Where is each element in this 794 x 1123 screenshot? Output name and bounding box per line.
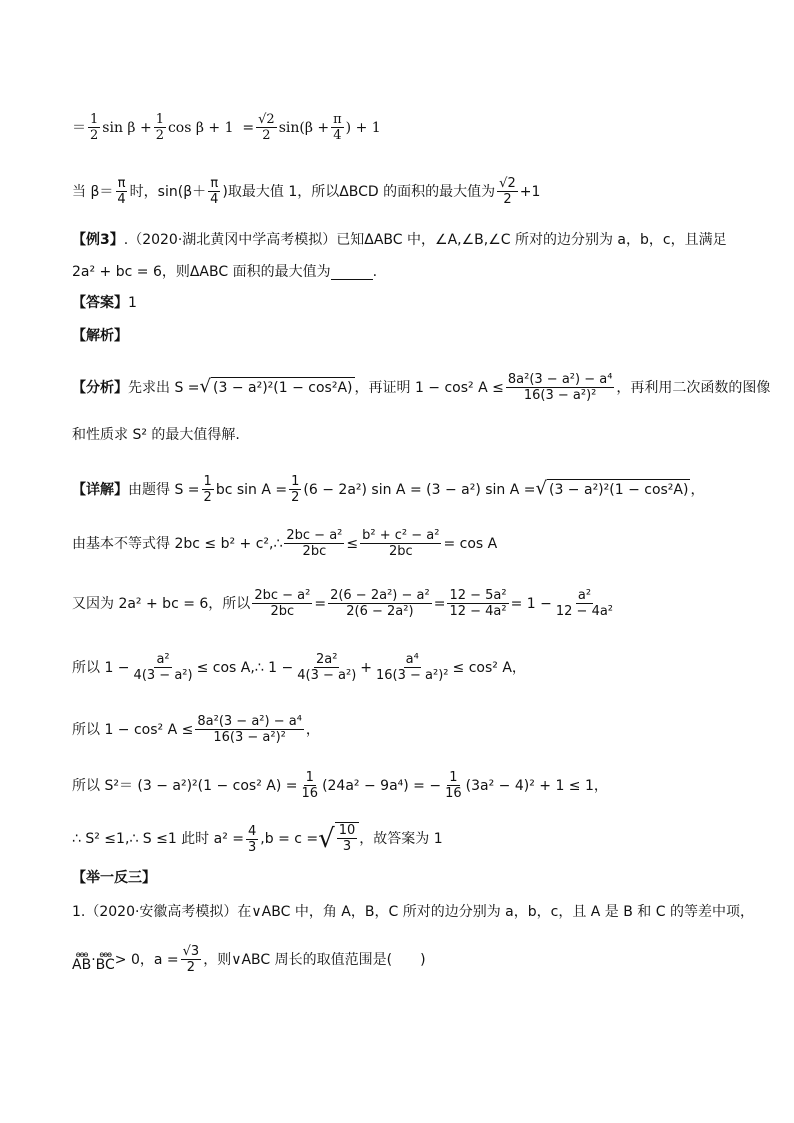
practice-heading: 【举一反三】 [72,870,156,886]
sqrt-expression-xj: √ (3 − a²)²(1 − cos²A) [535,478,689,499]
fraction-so3-1: $\frac{1}{16}$ [301,770,319,801]
fraction-ineq-2: $\frac{\text{b² + c² − a²}}{2bc}$ [362,528,440,559]
vector-bc: ɵɵɵ BC [95,949,115,973]
again-line: 又因为 2a² + bc = 6，所以 $\frac{\text{2bc − a²}}{2bc}$ = $\frac{\text{2(6 − 2a²) − a²}}{\text{2(6 − 2a²)}}$ = $\frac{\text{12 − 5a²}}{\text{12 − 4a²}}$ = 1 − $\frac{\text{a²}}{\text{12 − 4a²}}$ [72,588,614,619]
fraction-half-xj-2: $\frac{1}{2}$ [291,474,300,505]
fraction-again-3: $\frac{\text{12 − 5a²}}{\text{12 − 4a²}}$ [449,588,507,619]
so-line-3: 所以 S²＝ (3 − a²)²(1 − cos² A) = $\frac{1}{16}$ (24a² − 9a⁴) = − $\frac{1}{16}$ (3a² − 4)² + 1 ≤ 1， [72,770,608,801]
so-line-1: 所以 1 − $\frac{\text{a²}}{\text{4(3 − a²)}}$ ≤ cos A,∴ 1 − $\frac{\text{2a²}}{\text{4(3 − a²)}}$ + $\frac{\text{a⁴}}{\text{16(3 − a²)²}}$ ≤ cos² A， [72,652,526,683]
max-value-line: 当 β＝ $\frac{\pi}{4}$ 时，sin(β＋ $\frac{\pi}{4}$ )取最大值 1，所以ΔBCD 的面积的最大值为 $\frac{√2}{2}$ +1 [72,176,541,207]
sqrt-expression: √ (3 − a²)²(1 − cos²A) [199,376,353,397]
equation-line-1: ＝ $\frac{1}{2}$ sin β + $\frac{1}{2}$ cos β + 1 = $\frac{√2}{2}$ sin(β + $\frac{\pi}{4}$ ) + 1 [72,112,381,143]
fraction-pi-over-4-c: $\frac{\pi}{4}$ [210,176,219,207]
so-line-2: 所以 1 − cos² A ≤ $\frac{\text{8a²(3 − a²) − a⁴}}{\text{16(3 − a²)²}}$ ， [72,714,320,745]
fraction-so1-1: $\frac{\text{a²}}{\text{4(3 − a²)}}$ [133,652,193,683]
fraction-fin: $\frac{4}{3}$ [248,823,257,855]
fraction-half-xj: $\frac{1}{2}$ [203,474,212,505]
sqrt-fin: √ $\frac{10}{3}$ [318,822,359,856]
fraction-so1-2: $\frac{\text{2a²}}{\text{4(3 − a²)}}$ [297,652,357,683]
fraction-so2: $\frac{\text{8a²(3 − a²) − a⁴}}{\text{16(3 − a²)²}}$ [197,714,302,745]
final-line: ∴ S² ≤1,∴ S ≤1 此时 a² = $\frac{4}{3}$ ,b = c = √ $\frac{10}{3}$ ，故答案为 1 [72,823,443,855]
fraction-pi-over-4: $\frac{\pi}{4}$ [333,112,342,143]
inequality-line: 由基本不等式得 2bc ≤ b² + c²,∴ $\frac{\text{2bc − a²}}{2bc}$ ≤ $\frac{\text{b² + c² − a²}}{2bc}$ = cos A [72,528,498,559]
analysis-heading: 【解析】 [72,328,128,344]
fraction-again-2: $\frac{\text{2(6 − 2a²) − a²}}{\text{2(6 − 2a²)}}$ [330,588,430,619]
fraction-so3-2: $\frac{1}{16}$ [445,770,462,801]
practice-question-1: 1.（2020·安徽高考模拟）在∨ABC 中，角 A，B，C 所对的边分别为 a，b，c，且 A 是 B 和 C 的等差中项， [72,904,754,920]
fraction-again-1: $\frac{\text{2bc − a²}}{2bc}$ [254,588,311,619]
fraction-sqrt2-over-2: $\frac{√2}{2}$ [258,112,275,143]
xiangjie-line: 【详解】 由题得 S = $\frac{1}{2}$ bc sin A = $\frac{1}{2}$ (6 − 2a²) sin A = (3 − a²) sin A = √ (3 − a²)²(1 − cos²A) ， [72,474,705,505]
answer-blank [331,265,373,280]
fraction-one-half: $\frac{1}{2}$ [90,112,99,143]
fraction-one-half-2: $\frac{1}{2}$ [155,112,164,143]
vector-ab: ɵɵɵ AB [72,949,92,973]
fraction-so1-3: $\frac{\text{a⁴}}{\text{16(3 − a²)²}}$ [376,652,449,683]
example-3-heading: 【例3】 .（2020·湖北黄冈中学高考模拟）已知ΔABC 中，∠A,∠B,∠C 所对的边分别为 a，b，c，且满足 [72,232,727,248]
fraction-again-4: $\frac{\text{a²}}{\text{12 − 4a²}}$ [555,588,614,619]
practice-question-1-cont: ɵɵɵ AB · ɵɵɵ BC > 0，a = $\frac{√3}{2}$ ，则∨ABC 周长的取值范围是( ) [72,944,426,975]
fenxi-line-2: 和性质求 S² 的最大值得解. [72,427,240,443]
fraction-sqrt3-over-2: $\frac{√3}{2}$ [182,944,200,975]
example-3-condition: 2a² + bc = 6，则ΔABC 面积的最大值为 . [72,264,378,280]
fenxi-line: 【分析】 先求出 S = √ (3 − a²)²(1 − cos²A) ，再证明 1 − cos² A ≤ $\frac{\text{8a²(3 − a²) − a⁴}}{\text{16(3 − a²)²}}$ ，再利用二次函数的图像 [72,372,771,403]
fraction-sqrt2-over-2-b: $\frac{√2}{2}$ [499,176,516,207]
fraction-fenxi: $\frac{\text{8a²(3 − a²) − a⁴}}{\text{16(3 − a²)²}}$ [507,372,613,403]
fraction-ineq-1: $\frac{\text{2bc − a²}}{2bc}$ [286,528,343,559]
fraction-pi-over-4-b: $\frac{\pi}{4}$ [117,176,126,207]
answer-line: 【答案】 1 [72,295,137,311]
